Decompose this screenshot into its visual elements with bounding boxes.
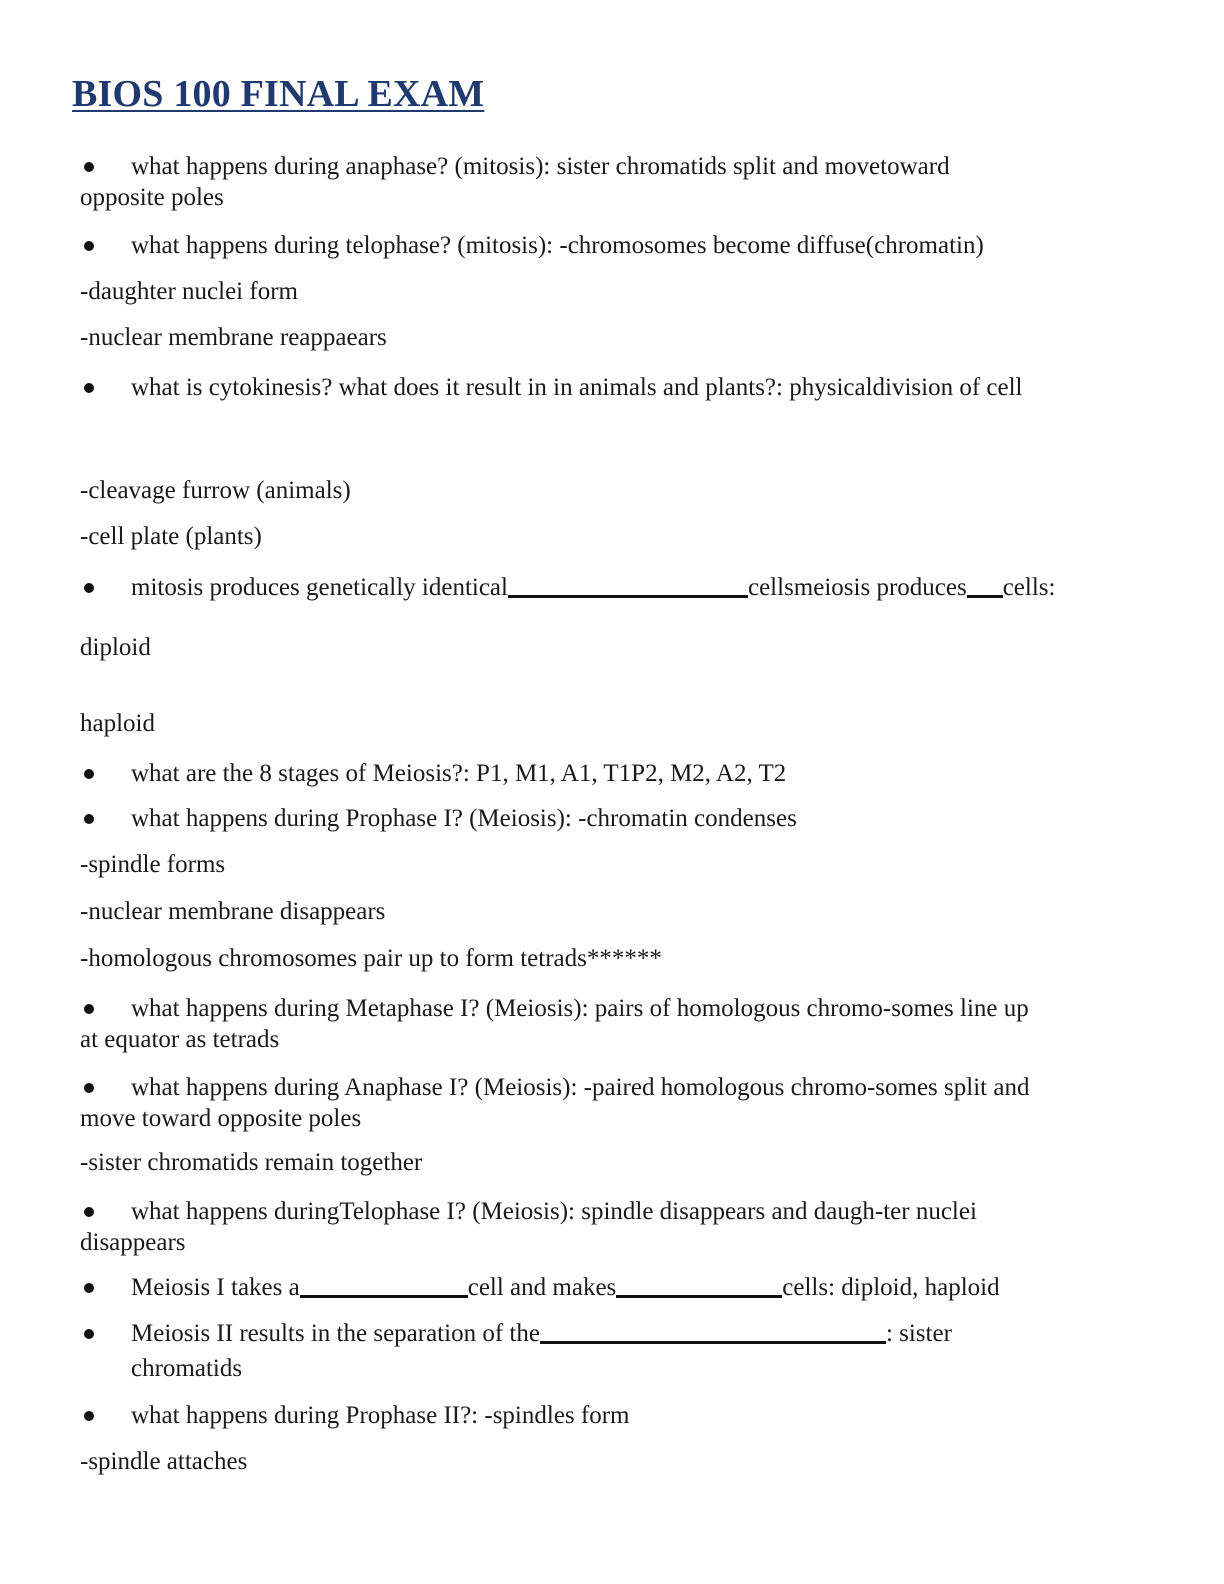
bullet-icon (84, 162, 94, 172)
item-text: what happens duringTelophase I? (Meiosis): spindle disappears and daugh-ter nuclei (131, 1198, 977, 1225)
answer-blank (616, 1273, 782, 1298)
list-item (80, 993, 1140, 1055)
item-text-cont: at equator as tetrads (80, 1026, 280, 1053)
bullet-icon (84, 241, 94, 251)
list-item (80, 230, 1140, 261)
item-text-cont: move toward opposite poles (80, 1105, 362, 1132)
item-text: what happens during anaphase? (mitosis): sister chromatids split and movetoward (131, 153, 950, 180)
bullet-icon (84, 1411, 94, 1421)
item-text: what happens during Prophase II?: -spindles form (131, 1402, 630, 1429)
item-text: cell and makes (467, 1274, 617, 1301)
page-title: BIOS 100 FINAL EXAM (72, 73, 485, 115)
bullet-icon (84, 1207, 94, 1217)
paragraph: -cell plate (plants) (80, 523, 262, 550)
item-text-cont: opposite poles (80, 184, 224, 211)
list-item (80, 758, 1140, 789)
answer-blank (300, 1273, 468, 1298)
item-text: : sister (885, 1320, 952, 1347)
bullet-icon (84, 1004, 94, 1014)
bullet-icon (84, 814, 94, 824)
item-text: cellsmeiosis produces (747, 574, 967, 601)
answer-blank (508, 573, 748, 598)
item-text: cells: diploid, haploid (782, 1274, 1000, 1301)
bullet-icon (84, 1083, 94, 1093)
item-text: what is cytokinesis? what does it result in in animals and plants?: physicaldivision of cell (131, 374, 1023, 401)
paragraph: -cleavage furrow (animals) (80, 477, 351, 504)
paragraph: -daughter nuclei form (80, 278, 298, 305)
list-item (80, 1196, 1140, 1258)
item-text: Meiosis I takes a (131, 1274, 300, 1301)
answer-blank (540, 1319, 886, 1344)
item-text-cont: disappears (80, 1229, 186, 1256)
list-item (80, 1400, 1140, 1431)
list-item (80, 572, 1140, 603)
paragraph: -sister chromatids remain together (80, 1149, 423, 1176)
item-text: what happens during Metaphase I? (Meiosis): pairs of homologous chromo-somes line up (131, 995, 1029, 1022)
item-text: mitosis produces genetically identical (131, 574, 508, 601)
bullet-icon (84, 1283, 94, 1293)
item-text: cells: (1002, 574, 1056, 601)
item-text: what happens during Prophase I? (Meiosis): -chromatin condenses (131, 805, 797, 832)
list-item (80, 803, 1140, 834)
paragraph: -homologous chromosomes pair up to form tetrads****** (80, 945, 662, 972)
paragraph: -spindle forms (80, 851, 226, 878)
paragraph: haploid (80, 710, 155, 737)
list-item (80, 1072, 1140, 1134)
item-text: what happens during Anaphase I? (Meiosis): -paired homologous chromo-somes split and (131, 1074, 1030, 1101)
item-text: Meiosis II results in the separation of the (131, 1320, 540, 1347)
list-item (80, 1272, 1140, 1303)
paragraph: -nuclear membrane disappears (80, 898, 386, 925)
list-item (80, 151, 1140, 213)
item-text-cont: chromatids (131, 1355, 243, 1382)
paragraph: -nuclear membrane reappaears (80, 324, 387, 351)
list-item (80, 372, 1140, 403)
bullet-icon (84, 383, 94, 393)
bullet-icon (84, 583, 94, 593)
answer-blank (967, 573, 1003, 598)
bullet-icon (84, 1329, 94, 1339)
list-item (80, 1318, 1140, 1384)
paragraph: diploid (80, 634, 151, 661)
item-text: what happens during telophase? (mitosis): -chromosomes become diffuse(chromatin) (131, 232, 984, 259)
bullet-icon (84, 769, 94, 779)
item-text: what are the 8 stages of Meiosis?: P1, M1, A1, T1P2, M2, A2, T2 (131, 760, 787, 787)
paragraph: -spindle attaches (80, 1448, 248, 1475)
